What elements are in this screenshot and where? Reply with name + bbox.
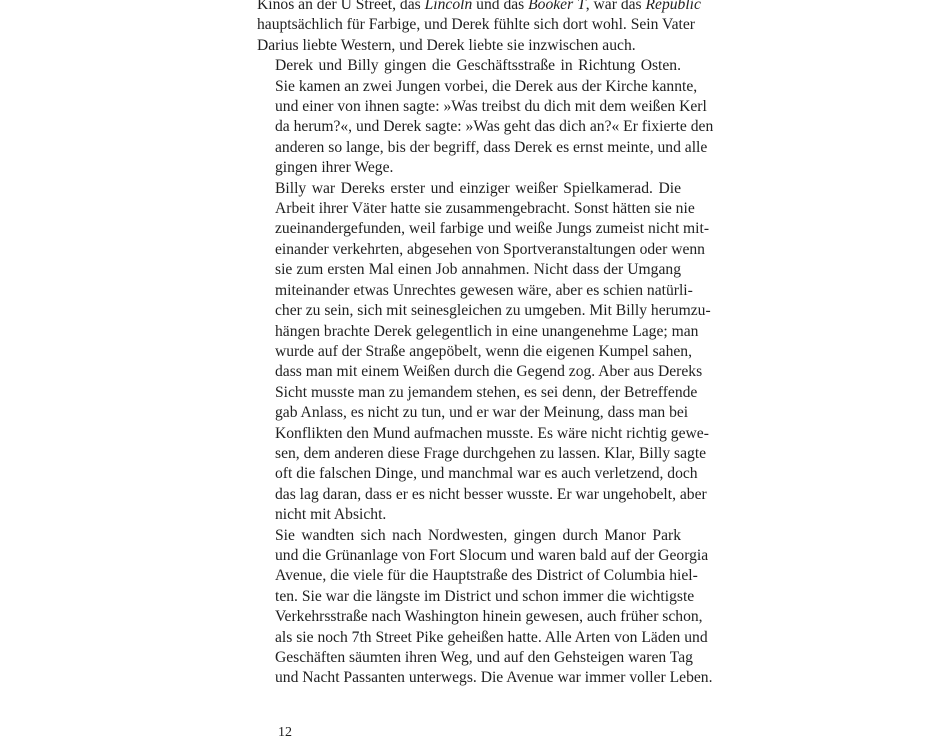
text-line — [257, 301, 711, 321]
paragraph — [257, 56, 714, 178]
text-run: Kinos an der U Street, das — [257, 0, 425, 13]
italic-title: Booker T — [528, 0, 586, 13]
text-line — [257, 342, 692, 362]
text-run: zueinandergefunden, weil farbige und weiße Jungs zumeist nicht mit- — [275, 220, 710, 238]
text-run: Verkehrsstraße nach Washington hinein gewesen, auch früher schon, — [275, 608, 703, 626]
text-line — [257, 0, 701, 15]
text-line — [257, 607, 703, 627]
text-run: anderen so lange, bis der begriff, dass Derek es ernst meinte, und alle — [275, 138, 708, 156]
body-text — [257, 0, 714, 689]
text-run: Geschäften säumten ihren Weg, und auf den Gehsteigen waren Tag — [275, 649, 693, 666]
text-line — [257, 668, 713, 688]
text-run: , war das — [585, 0, 646, 13]
text-line — [257, 77, 698, 97]
text-line — [257, 36, 681, 56]
text-line — [257, 485, 707, 505]
text-run: das lag daran, dass er es nicht besser wusste. Er war ungehobelt, aber — [275, 485, 707, 503]
text-line — [257, 322, 699, 342]
text-line — [257, 199, 695, 219]
text-line — [257, 117, 714, 137]
text-line — [257, 179, 681, 199]
text-line — [257, 546, 709, 566]
text-run: miteinander etwas Unrechtes gewesen wäre, aber es schien natürli- — [275, 281, 693, 299]
text-run: dass man mit einem Weißen durch die Gegend zog. Aber aus Dereks — [275, 363, 703, 381]
text-line — [257, 505, 681, 525]
text-line — [257, 648, 693, 668]
text-line — [257, 628, 708, 648]
text-line — [257, 464, 698, 484]
text-line — [257, 97, 707, 117]
text-line — [257, 526, 681, 546]
text-run: und einer von ihnen sagte: »Was treibst du dich mit dem weißen Kerl — [275, 98, 707, 116]
text-run: da herum?«, und Derek sagte: »Was geht das dich an?« Er fixierte den — [275, 118, 714, 136]
text-run: nicht mit Absicht. — [275, 506, 387, 524]
text-run: wurde auf der Straße angepöbelt, wenn die eigenen Kumpel sahen, — [275, 342, 692, 360]
text-run: und Nacht Passanten unterwegs. Die Avenue war immer voller Leben. — [275, 669, 713, 687]
text-run: Sie wandten sich nach Nordwesten, gingen durch Manor Park — [275, 526, 681, 544]
text-run: Darius liebte Western, und Derek liebte sie inzwischen auch. — [257, 36, 636, 54]
text-run: ten. Sie war die längste im District und schon immer die wichtigste — [275, 587, 695, 605]
text-run: als sie noch 7th Street Pike geheißen hatte. Alle Arten von Läden und — [275, 628, 708, 646]
paragraph — [257, 526, 713, 689]
text-run: gab Anlass, es nicht zu tun, und er war der Meinung, dass man bei — [275, 404, 689, 422]
text-run: sie zum ersten Mal einen Job annahmen. Nicht dass der Umgang — [275, 261, 681, 279]
text-run: hauptsächlich für Farbige, und Derek fühlte sich dort wohl. Sein Vater — [257, 16, 695, 34]
text-run: und die Grünanlage von Fort Slocum und waren bald auf der Georgia — [275, 546, 709, 564]
text-line — [257, 15, 695, 35]
paragraph — [257, 0, 701, 56]
text-run: hängen brachte Derek gelegentlich in eine unangenehme Lage; man — [275, 322, 699, 340]
text-line — [257, 587, 695, 607]
text-run: und das — [472, 0, 529, 13]
text-line — [257, 138, 708, 158]
text-line — [257, 383, 698, 403]
text-line — [257, 260, 681, 280]
text-run: Konflikten den Mund aufmachen musste. Es wäre nicht richtig gewe- — [275, 424, 709, 442]
text-line — [257, 403, 689, 423]
text-line — [257, 444, 707, 464]
paragraph — [257, 179, 711, 526]
text-run: oft die falschen Dinge, und manchmal war es auch verletzend, doch — [275, 465, 698, 483]
text-line — [257, 281, 693, 301]
text-line — [257, 56, 681, 76]
text-run: Derek und Billy gingen die Geschäftsstraße in Richtung Osten. — [275, 57, 681, 75]
text-line — [257, 362, 703, 382]
text-run: cher zu sein, sich mit seinesgleichen zu umgeben. Mit Billy herumzu- — [275, 302, 711, 320]
page-number: 12 — [278, 725, 292, 740]
text-run: gingen ihrer Wege. — [275, 159, 394, 177]
text-run: Avenue, die viele für die Hauptstraße des District of Columbia hiel- — [275, 567, 698, 585]
text-run: einander verkehrten, abgesehen von Sportveranstaltungen oder wenn — [275, 240, 705, 258]
text-run: Billy war Dereks erster und einziger weißer Spielkamerad. Die — [275, 179, 681, 197]
text-line — [257, 424, 709, 444]
text-line — [257, 158, 681, 178]
italic-title: Republic — [645, 0, 701, 13]
text-line — [257, 219, 710, 239]
text-run: Sie kamen an zwei Jungen vorbei, die Derek aus der Kirche kannte, — [275, 77, 698, 95]
text-run: Sicht musste man zu jemandem stehen, es sei denn, der Betreffende — [275, 383, 698, 401]
text-line — [257, 566, 698, 586]
text-run: Arbeit ihrer Väter hatte sie zusammengebracht. Sonst hätten sie nie — [275, 200, 695, 218]
text-line — [257, 240, 705, 260]
italic-title: Lincoln — [424, 0, 473, 13]
text-run: sen, dem anderen diese Frage durchgehen zu lassen. Klar, Billy sagte — [275, 444, 707, 462]
